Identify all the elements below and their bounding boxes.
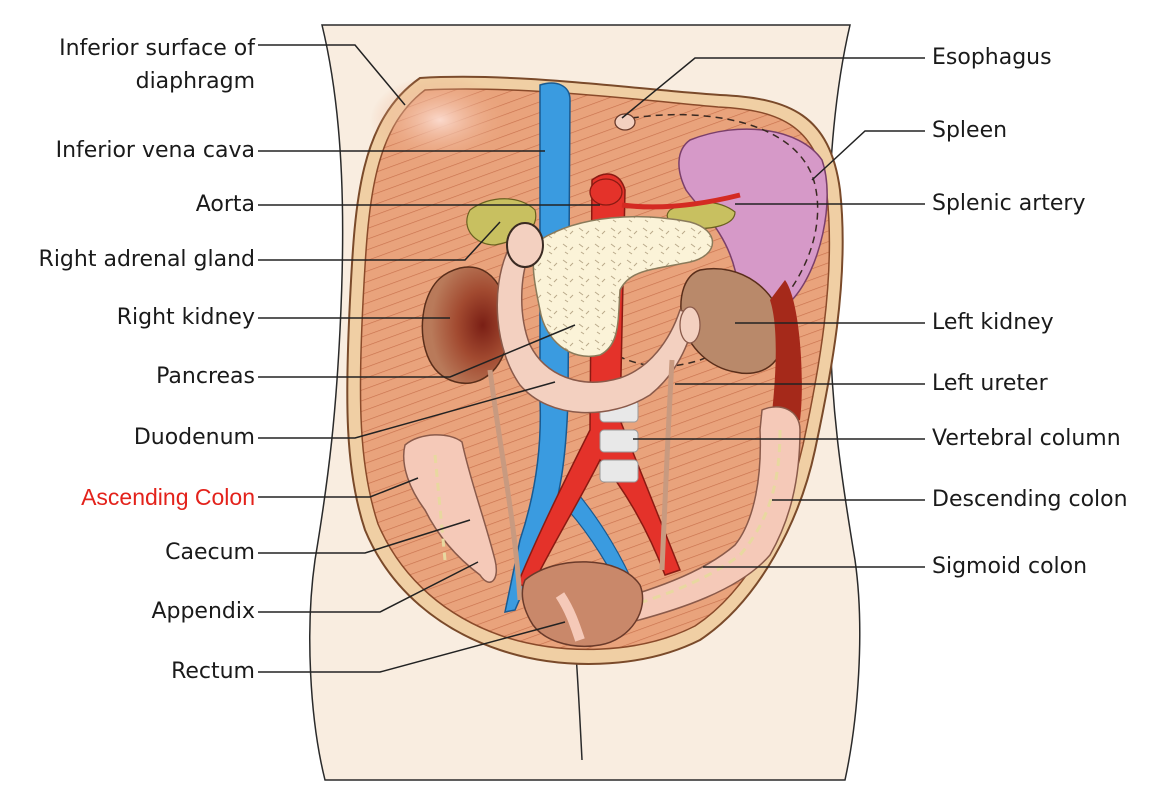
label-splenic-artery: Splenic artery: [932, 191, 1086, 216]
label-inferior-vena-cava: Inferior vena cava: [55, 138, 255, 163]
label-line-1: Inferior surface of: [59, 36, 255, 61]
label-ascending-colon: Ascending Colon: [81, 484, 255, 510]
label-spleen: Spleen: [932, 118, 1008, 143]
label-caecum: Caecum: [165, 540, 255, 565]
label-right-kidney: Right kidney: [116, 305, 255, 330]
label-vertebral-column: Vertebral column: [932, 426, 1121, 451]
label-inferior-surface-of-diaphragm: [59, 32, 255, 98]
label-right-adrenal-gland: Right adrenal gland: [38, 247, 255, 272]
label-left-ureter: Left ureter: [932, 371, 1048, 396]
label-descending-colon: Descending colon: [932, 487, 1128, 512]
label-rectum: Rectum: [171, 659, 255, 684]
label-sigmoid-colon: Sigmoid colon: [932, 554, 1088, 579]
label-line-2: diaphragm: [135, 69, 255, 94]
label-duodenum: Duodenum: [133, 425, 255, 450]
label-pancreas: Pancreas: [156, 364, 255, 389]
label-esophagus: Esophagus: [932, 45, 1052, 70]
label-aorta: Aorta: [195, 192, 255, 217]
label-left-kidney: Left kidney: [932, 310, 1054, 335]
label-appendix: Appendix: [151, 599, 255, 624]
